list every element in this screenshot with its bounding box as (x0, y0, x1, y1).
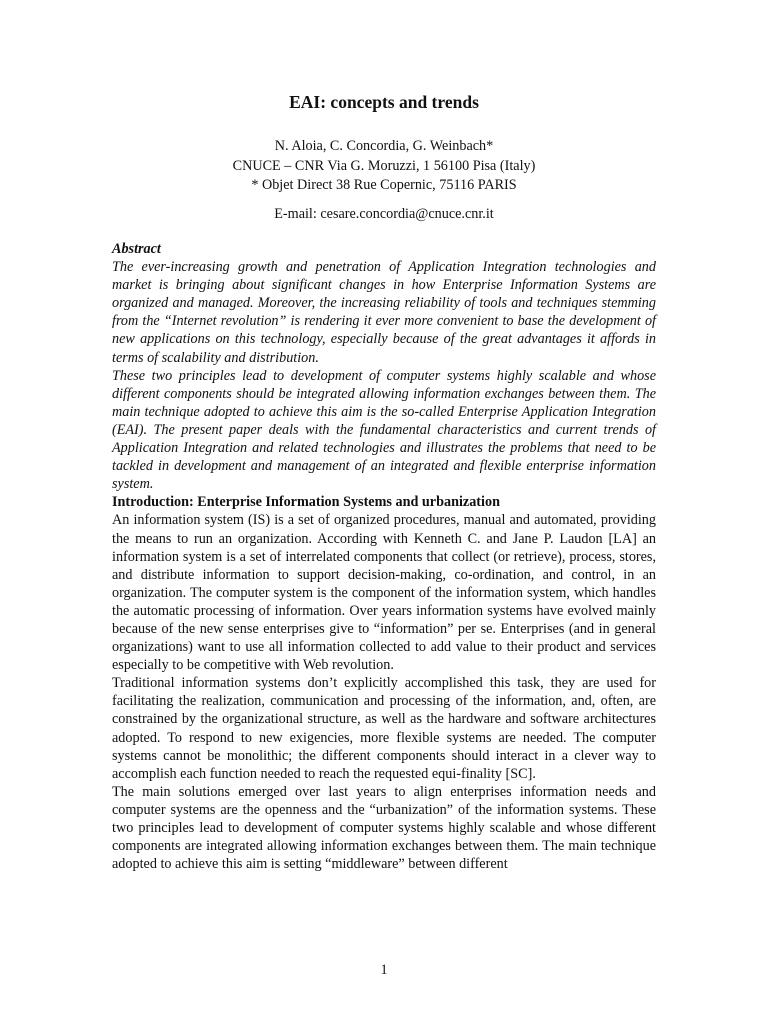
abstract-section (112, 240, 656, 493)
email-line: E-mail: cesare.concordia@cnuce.cnr.it (274, 206, 494, 222)
body-column (112, 240, 656, 873)
author-block (0, 137, 768, 196)
authors-line: N. Aloia, C. Concordia, G. Weinbach* (274, 138, 494, 154)
body-paragraph: The main solutions emerged over last years to align enterprises information needs and computer systems are the openness and the “urbanization” of the information systems. These two principles lead to development of computer systems highly scalable and whose different components are integrated allowing information exchanges between them. The main technique adopted to achieve this aim is setting “middleware” between different (112, 783, 656, 873)
affiliation-2: * Objet Direct 38 Rue Copernic, 75116 PARIS (251, 177, 517, 193)
introduction-heading: Introduction: Enterprise Information Systems and urbanization (112, 494, 500, 511)
body-paragraph: An information system (IS) is a set of organized procedures, manual and automated, providing the means to run an organization. According with Kenneth C. and Jane P. Laudon [LA] an information system is a set of interrelated components that collect (or retrieve), process, stores, and distribute information to support decision-making, co-ordination, and control, in an organization. The computer system is the component of the information system, which handles the automatic processing of information. Over years information systems have evolved mainly because of the new sense enterprises give to “information” per se. Enterprises (and in general organizations) want to use all information collected to add value to their product and services especially to be competitive with Web revolution. (112, 512, 656, 674)
affiliation-1: CNUCE – CNR Via G. Moruzzi, 1 56100 Pisa (Italy) (232, 157, 536, 174)
abstract-paragraph: These two principles lead to development of computer systems highly scalable and whose different components should be integrated allowing information exchanges between them. The main technique adopted to achieve this aim is the so-called Enterprise Application Integration (EAI). The present paper deals with the fundamental characteristics and current trends of Application Integration and related technologies and illustrates the problems that need to be tackled in development and management of an integrated and flexible enterprise information system. (112, 367, 656, 493)
paper-title: EAI: concepts and trends (289, 92, 479, 112)
abstract-heading: Abstract (112, 241, 161, 257)
abstract-paragraph: The ever-increasing growth and penetration of Application Integration technologies and market is bringing about significant changes in how Enterprise Information Systems are organized and managed. Moreover, the increasing reliability of tools and techniques stemming from the “Internet revolution” is rendering it ever more convenient to base the development of new applications on this technology, especially because of the great advantages it affords in terms of scalability and distribution. (112, 259, 656, 366)
page-number: 1 (380, 962, 388, 978)
introduction-section (112, 493, 656, 873)
body-paragraph: Traditional information systems don’t explicitly accomplished this task, they are used for facilitating the realization, communication and processing of the information, and, often, are constrained by the organizational structure, as well as the hardware and software architectures adopted. To respond to new exigencies, more flexible systems are needed. The computer systems cannot be monolithic; the different components should interact in a clever way to accomplish each function needed to reach the requested equi-finality [SC]. (112, 675, 656, 782)
